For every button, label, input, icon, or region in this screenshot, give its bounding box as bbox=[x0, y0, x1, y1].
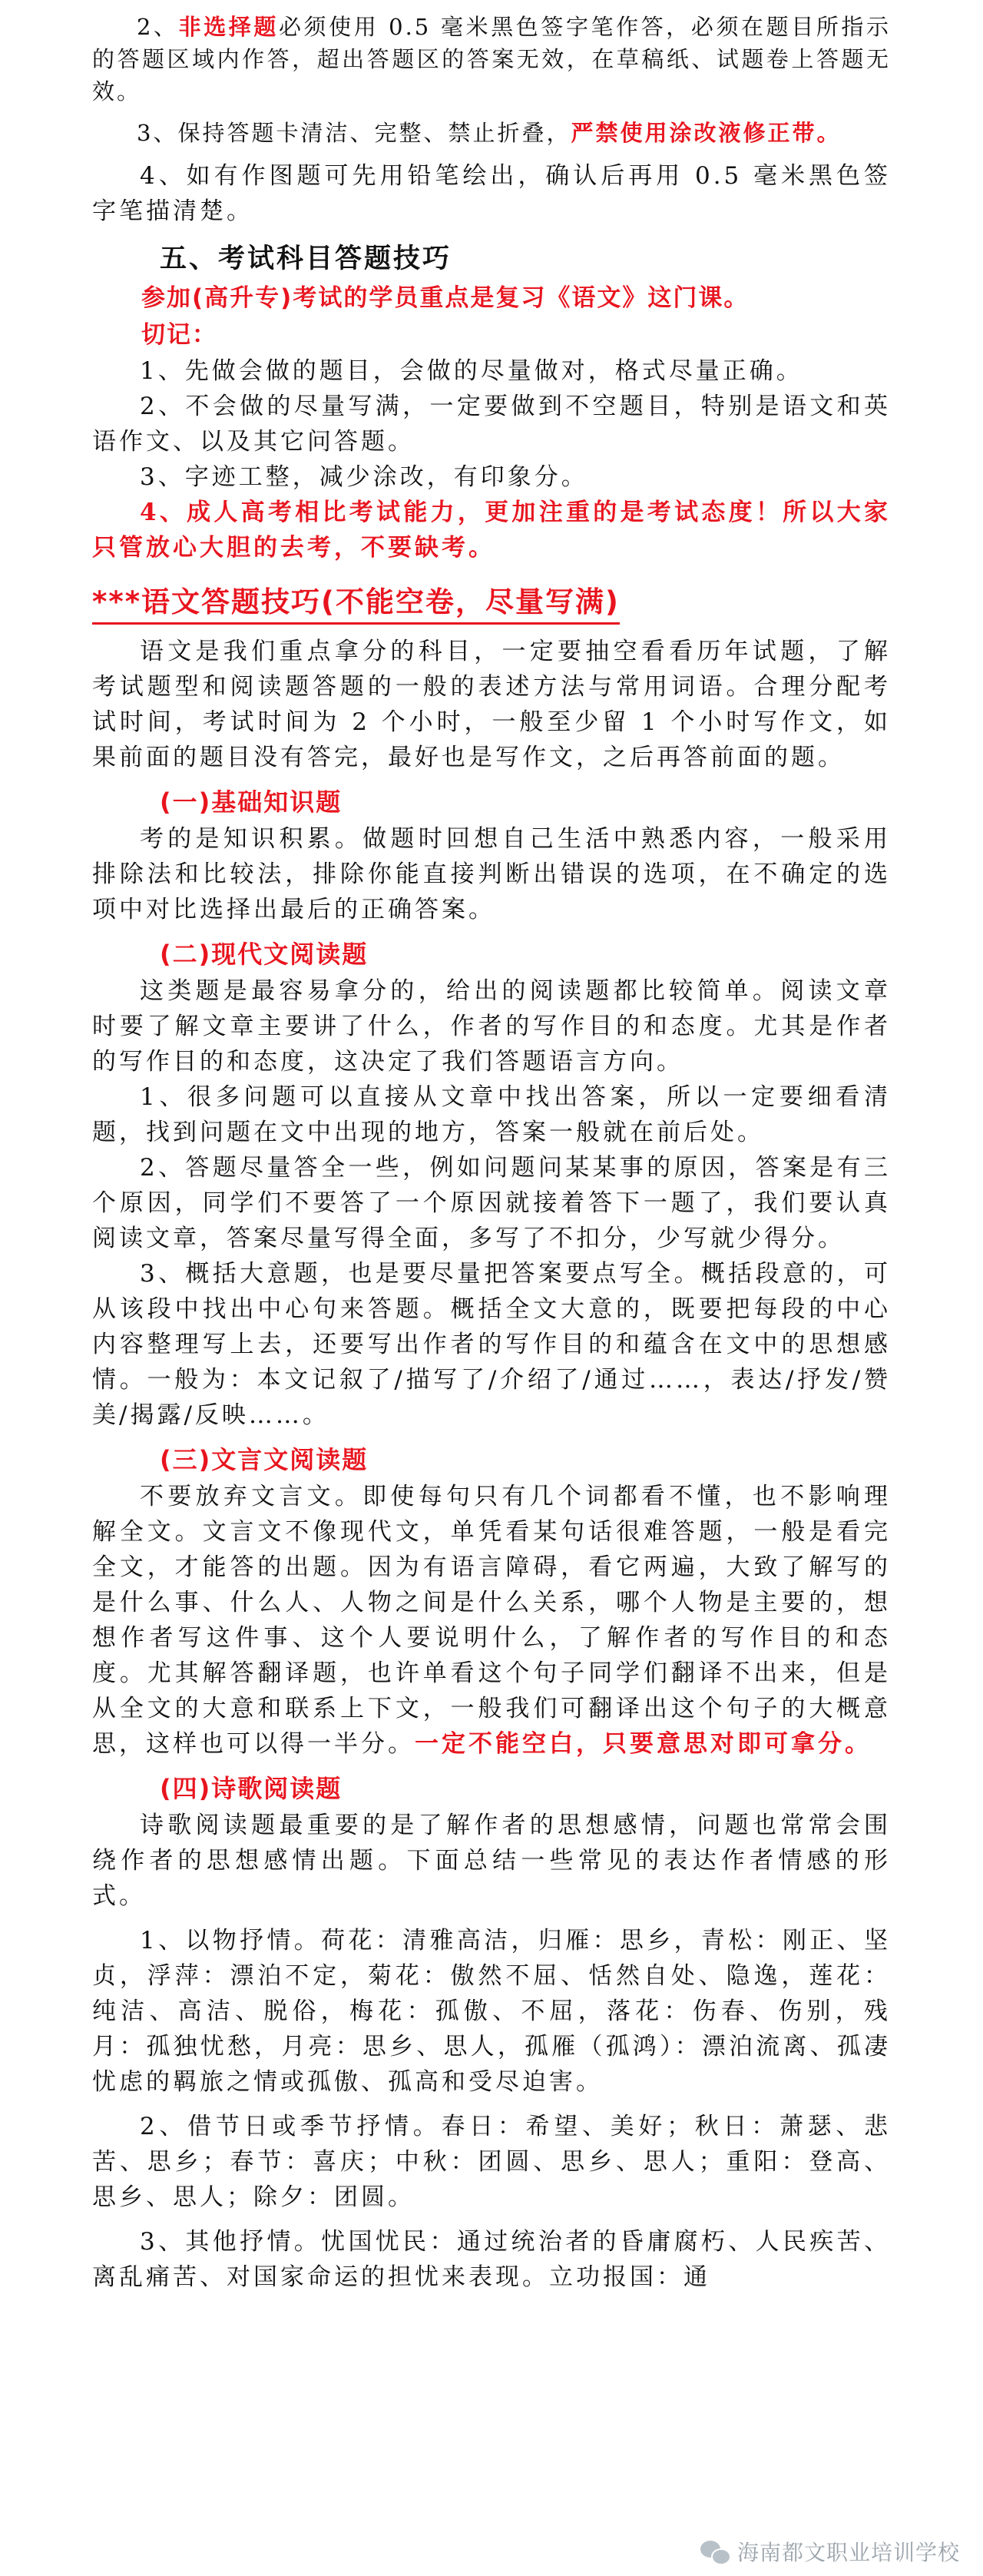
remember-label: 切记： bbox=[141, 321, 217, 349]
modern-reading-point-1: 1、很多问题可以直接从文章中找出答案，所以一定要细看清题，找到问题在文中出现的地方，答案一般就在前后处。 bbox=[92, 1083, 891, 1146]
classical-reading-highlight: 一定不能空白，只要意思对即可拿分。 bbox=[415, 1730, 872, 1758]
rule-item-3-highlight: 严禁使用涂改液修正带。 bbox=[571, 120, 842, 146]
classical-reading-title: (三)文言文阅读题 bbox=[160, 1445, 369, 1474]
classical-reading-text: 不要放弃文言文。即使每句只有几个词都看不懂，也不影响理解全文。文言文不像现代文，单凭看某句话很难答题，一般是看完全文，才能答的出题。因为有语言障碍，看它两遍，大致了解写的是什么事、什么人、人物之间是什么关系，哪个人物是主要的，想想作者写这件事、这个人要说明什么，了解作者的写作目的和态度。尤其解答翻译题，也许单看这个句子同学们翻译不出来，但是从全文的大意和联系上下文，一般我们可翻译出这个句子的大概意思，这样也可以得一半分。一定不能空白，只要意思对即可拿分。 bbox=[92, 1483, 891, 1758]
basic-knowledge-title: (一)基础知识题 bbox=[160, 787, 343, 817]
basic-knowledge-text: 考的是知识积累。做题时回想自己生活中熟悉内容，一般采用排除法和比较法，排除你能直接判断出错误的选项，在不确定的选项中对比选择出最后的正确答案。 bbox=[92, 825, 891, 923]
rule-item-2: 2、非选择题必须使用 0.5 毫米黑色签字笔作答，必须在题目所指示的答题区域内作答，超出答题区的答案无效，在草稿纸、试题卷上答题无效。 bbox=[92, 14, 891, 104]
tip-3: 3、字迹工整，减少涂改，有印象分。 bbox=[140, 463, 588, 491]
rule-item-3: 3、保持答题卡清洁、完整、禁止折叠，严禁使用涂改液修正带。 bbox=[137, 120, 842, 146]
poetry-point-2: 2、借节日或季节抒情。春日：希望、美好；秋日：萧瑟、悲苦、思乡；春节：喜庆；中秋：团圆、思乡、思人；重阳：登高、思乡、思人；除夕：团圆。 bbox=[92, 2113, 891, 2211]
modern-reading-intro: 这类题是最容易拿分的，给出的阅读题都比较简单。阅读文章时要了解文章主要讲了什么，作者的写作目的和态度。尤其是作者的写作目的和态度，这决定了我们答题语言方向。 bbox=[92, 977, 891, 1076]
poetry-point-3: 3、其他抒情。忧国忧民：通过统治者的昏庸腐朽、人民疾苦、离乱痛苦、对国家命运的担忧来表现。立功报国：通 bbox=[92, 2228, 891, 2291]
watermark bbox=[700, 2536, 960, 2567]
section-5-title: 五、考试科目答题技巧 bbox=[160, 244, 452, 274]
chinese-tips-title: ***语文答题技巧(不能空卷，尽量写满) bbox=[92, 582, 620, 625]
poetry-point-1: 1、以物抒情。荷花：清雅高洁，归雁：思乡，青松：刚正、坚贞，浮萍：漂泊不定，菊花：傲然不屈、恬然自处、隐逸，莲花：纯洁、高洁、脱俗，梅花：孤傲、不屈，落花：伤春、伤别，残月：孤独忧愁，月亮：思乡、思人，孤雁（孤鸿）：漂泊流离、孤凄忧虑的羁旅之情或孤傲、孤高和受尽迫害。 bbox=[92, 1927, 891, 2096]
chinese-intro: 语文是我们重点拿分的科目，一定要抽空看看历年试题，了解考试题型和阅读题答题的一般的表述方法与常用词语。合理分配考试时间，考试时间为 2 个小时，一般至少留 1 个小时写作文，如果前面的题目没有答完，最好也是写作文，之后再答前面的题。 bbox=[92, 638, 891, 771]
tip-4: 4、成人高考相比考试能力，更加注重的是考试态度！所以大家只管放心大胆的去考，不要缺考。 bbox=[92, 499, 891, 562]
modern-reading-title: (二)现代文阅读题 bbox=[160, 940, 369, 969]
modern-reading-point-3: 3、概括大意题，也是要尽量把答案要点写全。概括段意的，可从该段中找出中心句来答题。概括全文大意的，既要把每段的中心内容整理写上去，还要写出作者的写作目的和蕴含在文中的思想感情。一般为：本文记叙了/描写了/介绍了/通过……，表达/抒发/赞美/揭露/反映……。 bbox=[92, 1260, 891, 1429]
section-5-highlight: 参加(高升专)考试的学员重点是复习《语文》这门课。 bbox=[141, 284, 750, 312]
watermark-text: 海南都文职业培训学校 bbox=[736, 2540, 960, 2565]
poetry-reading-intro: 诗歌阅读题最重要的是了解作者的思想感情，问题也常常会围绕作者的思想感情出题。下面总结一些常见的表达作者情感的形式。 bbox=[92, 1812, 891, 1910]
poetry-reading-title: (四)诗歌阅读题 bbox=[160, 1774, 343, 1803]
wechat-icon bbox=[700, 2539, 730, 2564]
rule-item-2-highlight: 非选择题 bbox=[178, 14, 279, 40]
modern-reading-point-2: 2、答题尽量答全一些，例如问题问某某事的原因，答案是有三个原因，同学们不要答了一个原因就接着答下一题了，我们要认真阅读文章，答案尽量写得全面，多写了不扣分，少写就少得分。 bbox=[92, 1154, 891, 1252]
tip-2: 2、不会做的尽量写满，一定要做到不空题目，特别是语文和英语作文、以及其它问答题。 bbox=[92, 393, 891, 456]
tip-1: 1、先做会做的题目，会做的尽量做对，格式尽量正确。 bbox=[140, 357, 803, 385]
rule-item-4: 4、如有作图题可先用铅笔绘出，确认后再用 0.5 毫米黑色签字笔描清楚。 bbox=[92, 162, 891, 225]
document-page bbox=[92, 11, 891, 2295]
